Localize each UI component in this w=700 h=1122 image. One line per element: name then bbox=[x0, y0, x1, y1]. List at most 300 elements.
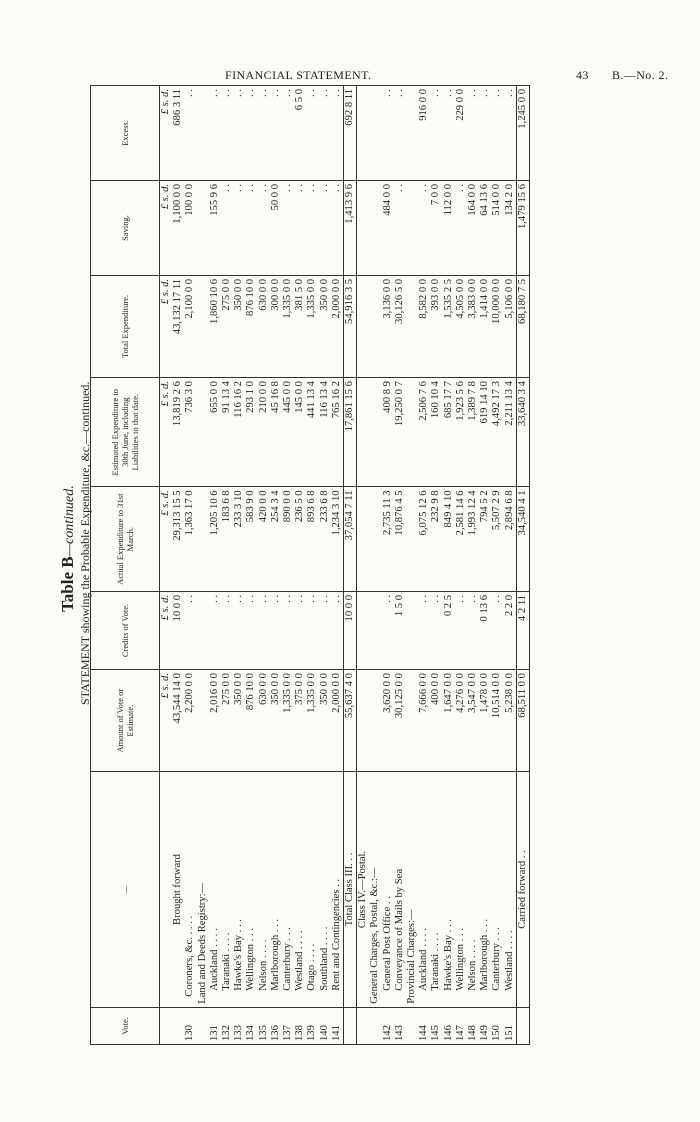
credits-cell: . . bbox=[382, 591, 394, 669]
item-label: Auckland . . . . bbox=[209, 772, 221, 1008]
table-row bbox=[294, 86, 306, 1045]
saving-cell: . . bbox=[258, 180, 270, 275]
saving-cell: 7 0 0 bbox=[430, 180, 442, 275]
expenditure-table-container bbox=[90, 85, 602, 1045]
vote-number: 140 bbox=[319, 1007, 331, 1044]
table-row bbox=[504, 86, 517, 1045]
amount-cell: 1,647 0 0 bbox=[443, 670, 455, 772]
vote-number: 147 bbox=[455, 1007, 467, 1044]
vote-number bbox=[406, 1007, 418, 1044]
excess-cell: 6 5 0 bbox=[294, 86, 306, 181]
vote-number: 141 bbox=[331, 1007, 344, 1044]
saving-cell: 112 0 0 bbox=[443, 180, 455, 275]
total-cell: 275 0 0 bbox=[221, 275, 233, 377]
estimated-cell: 17,861 15 6 bbox=[344, 378, 357, 487]
table-row bbox=[319, 86, 331, 1045]
credits-cell: 10 0 0 bbox=[344, 591, 357, 669]
total-cell: 4,505 0 0 bbox=[455, 275, 467, 377]
units-row bbox=[160, 86, 173, 1045]
vote-number: 146 bbox=[443, 1007, 455, 1044]
table-row bbox=[344, 86, 357, 1045]
saving-cell: 514 0 0 bbox=[491, 180, 503, 275]
vote-number: 145 bbox=[430, 1007, 442, 1044]
credits-cell: . . bbox=[455, 591, 467, 669]
actual-cell bbox=[369, 487, 381, 592]
col-excess: Excess. bbox=[91, 86, 160, 181]
actual-cell bbox=[406, 487, 418, 592]
item-label: Hawke's Bay . . . bbox=[443, 772, 455, 1008]
estimated-cell: 1,923 5 6 bbox=[455, 378, 467, 487]
excess-cell: . . bbox=[258, 86, 270, 181]
item-label: Class IV.—Postal. bbox=[357, 772, 370, 1008]
credits-cell: 2 2 0 bbox=[504, 591, 517, 669]
units-cell: £ s. d. bbox=[160, 180, 173, 275]
credits-cell: . . bbox=[491, 591, 503, 669]
total-cell: 8,582 0 0 bbox=[418, 275, 430, 377]
credits-cell: . . bbox=[306, 591, 318, 669]
total-cell: 393 0 0 bbox=[430, 275, 442, 377]
actual-cell: 2,581 14 6 bbox=[455, 487, 467, 592]
page-number: 43 bbox=[576, 68, 589, 82]
saving-cell: . . bbox=[319, 180, 331, 275]
saving-cell: . . bbox=[233, 180, 245, 275]
excess-cell: . . bbox=[282, 86, 294, 181]
amount-cell bbox=[197, 670, 209, 772]
col-actual: Actual Expenditure to 31st March. bbox=[91, 487, 160, 592]
table-row bbox=[455, 86, 467, 1045]
units-cell: £ s. d. bbox=[160, 591, 173, 669]
total-cell: 1,860 10 6 bbox=[209, 275, 221, 377]
table-row bbox=[282, 86, 294, 1045]
credits-cell: 4 2 11 bbox=[516, 591, 529, 669]
total-cell: 1,414 0 0 bbox=[479, 275, 491, 377]
excess-cell: . . bbox=[504, 86, 517, 181]
table-row bbox=[258, 86, 270, 1045]
actual-cell: 183 6 8 bbox=[221, 487, 233, 592]
excess-cell: . . bbox=[430, 86, 442, 181]
total-cell: 54,916 3 5 bbox=[344, 275, 357, 377]
total-cell: 5,106 0 0 bbox=[504, 275, 517, 377]
amount-cell: 5,238 0 0 bbox=[504, 670, 517, 772]
actual-cell: 6,075 12 6 bbox=[418, 487, 430, 592]
credits-cell: . . bbox=[209, 591, 221, 669]
amount-cell: 2,000 0 0 bbox=[331, 670, 344, 772]
credits-cell: . . bbox=[233, 591, 245, 669]
amount-cell: 68,511 0 0 bbox=[516, 670, 529, 772]
amount-cell: 4,276 0 0 bbox=[455, 670, 467, 772]
credits-cell: . . bbox=[331, 591, 344, 669]
estimated-cell: 445 0 0 bbox=[282, 378, 294, 487]
saving-cell bbox=[357, 180, 370, 275]
units-cell: £ s. d. bbox=[160, 487, 173, 592]
total-cell: 3,136 0 0 bbox=[382, 275, 394, 377]
estimated-cell: 4,492 17 3 bbox=[491, 378, 503, 487]
credits-cell: . . bbox=[245, 591, 257, 669]
expenditure-table bbox=[90, 85, 530, 1045]
table-row bbox=[443, 86, 455, 1045]
table-row bbox=[270, 86, 282, 1045]
vote-number: 133 bbox=[233, 1007, 245, 1044]
credits-cell: . . bbox=[430, 591, 442, 669]
excess-cell: . . bbox=[491, 86, 503, 181]
credits-cell: . . bbox=[467, 591, 479, 669]
estimated-cell: 19,250 0 7 bbox=[394, 378, 406, 487]
table-row bbox=[221, 86, 233, 1045]
estimated-cell: 13,819 2 6 bbox=[172, 378, 184, 487]
total-cell: 68,180 7 5 bbox=[516, 275, 529, 377]
total-cell: 876 10 0 bbox=[245, 275, 257, 377]
actual-cell: 1,205 10 6 bbox=[209, 487, 221, 592]
amount-cell: 10,514 0 0 bbox=[491, 670, 503, 772]
estimated-cell: 736 3 0 bbox=[184, 378, 196, 487]
vote-number bbox=[369, 1007, 381, 1044]
vote-number: 144 bbox=[418, 1007, 430, 1044]
vote-number bbox=[172, 1007, 184, 1044]
amount-cell: 375 0 0 bbox=[294, 670, 306, 772]
item-label: Auckland . . . . bbox=[418, 772, 430, 1008]
col-saving: Saving. bbox=[91, 180, 160, 275]
col-total: Total Expenditure. bbox=[91, 275, 160, 377]
amount-cell: 1,478 0 0 bbox=[479, 670, 491, 772]
estimated-cell: 765 16 2 bbox=[331, 378, 344, 487]
excess-cell: . . bbox=[394, 86, 406, 181]
credits-cell: 1 5 0 bbox=[394, 591, 406, 669]
table-row bbox=[209, 86, 221, 1045]
excess-cell: 686 3 11 bbox=[172, 86, 184, 181]
col-estimated: Estimated Expenditure to 30th June, including Liabilities to that date. bbox=[91, 378, 160, 487]
amount-cell bbox=[369, 670, 381, 772]
table-body bbox=[160, 86, 530, 1045]
item-label: Coroners, &c. . . . . bbox=[184, 772, 196, 1008]
table-subtitle: STATEMENT showing the Probable Expenditure, &c.—continued. bbox=[78, 381, 92, 705]
saving-cell bbox=[197, 180, 209, 275]
excess-cell: . . bbox=[319, 86, 331, 181]
saving-cell: 155 9 6 bbox=[209, 180, 221, 275]
excess-cell: 1,245 0 0 bbox=[516, 86, 529, 181]
item-label: Otago . . . . bbox=[306, 772, 318, 1008]
saving-cell: 64 13 6 bbox=[479, 180, 491, 275]
total-cell bbox=[197, 275, 209, 377]
amount-cell: 275 0 0 bbox=[221, 670, 233, 772]
item-label: Brought forward bbox=[172, 772, 184, 1008]
item-label: Wellington . . . bbox=[245, 772, 257, 1008]
excess-cell: . . bbox=[233, 86, 245, 181]
col-item: — bbox=[91, 772, 160, 1008]
saving-cell: . . bbox=[221, 180, 233, 275]
saving-cell: . . bbox=[331, 180, 344, 275]
estimated-cell bbox=[406, 378, 418, 487]
total-cell: 381 5 0 bbox=[294, 275, 306, 377]
vote-number: 134 bbox=[245, 1007, 257, 1044]
item-label: Westland . . . . bbox=[294, 772, 306, 1008]
amount-cell: 7,666 0 0 bbox=[418, 670, 430, 772]
table-title: Table B bbox=[58, 556, 77, 612]
table-row bbox=[479, 86, 491, 1045]
units-cell: £ s. d. bbox=[160, 670, 173, 772]
amount-cell: 350 0 0 bbox=[319, 670, 331, 772]
actual-cell: 420 0 0 bbox=[258, 487, 270, 592]
item-label: Wellington . . . bbox=[455, 772, 467, 1008]
actual-cell: 10,876 4 5 bbox=[394, 487, 406, 592]
excess-cell bbox=[357, 86, 370, 181]
table-row bbox=[184, 86, 196, 1045]
table-row bbox=[172, 86, 184, 1045]
estimated-cell: 210 0 0 bbox=[258, 378, 270, 487]
total-cell bbox=[406, 275, 418, 377]
vote-number bbox=[344, 1007, 357, 1044]
excess-cell: . . bbox=[443, 86, 455, 181]
actual-cell: 34,540 4 1 bbox=[516, 487, 529, 592]
item-label: Conveyance of Mails by Sea bbox=[394, 772, 406, 1008]
estimated-cell: 293 1 0 bbox=[245, 378, 257, 487]
running-header-title: FINANCIAL STATEMENT. bbox=[225, 68, 372, 82]
estimated-cell: 441 13 4 bbox=[306, 378, 318, 487]
table-row bbox=[197, 86, 209, 1045]
units-cell: £ s. d. bbox=[160, 275, 173, 377]
table-row bbox=[306, 86, 318, 1045]
credits-cell: . . bbox=[319, 591, 331, 669]
actual-cell: 236 5 0 bbox=[294, 487, 306, 592]
total-cell: 300 0 0 bbox=[270, 275, 282, 377]
total-cell bbox=[357, 275, 370, 377]
excess-cell: . . bbox=[184, 86, 196, 181]
amount-cell: 876 10 0 bbox=[245, 670, 257, 772]
document-reference: B.—No. 2. bbox=[612, 68, 669, 82]
vote-number bbox=[197, 1007, 209, 1044]
actual-cell: 583 9 0 bbox=[245, 487, 257, 592]
actual-cell bbox=[197, 487, 209, 592]
estimated-cell bbox=[197, 378, 209, 487]
total-cell: 43,132 17 11 bbox=[172, 275, 184, 377]
table-row bbox=[516, 86, 529, 1045]
amount-cell: 55,637 4 0 bbox=[344, 670, 357, 772]
amount-cell bbox=[357, 670, 370, 772]
credits-cell: . . bbox=[294, 591, 306, 669]
total-cell: 1,335 0 0 bbox=[306, 275, 318, 377]
actual-cell: 233 6 8 bbox=[319, 487, 331, 592]
saving-cell: . . bbox=[455, 180, 467, 275]
saving-cell: 484 0 0 bbox=[382, 180, 394, 275]
actual-cell: 1,234 3 10 bbox=[331, 487, 344, 592]
total-cell: 350 0 0 bbox=[233, 275, 245, 377]
excess-cell: . . bbox=[270, 86, 282, 181]
excess-cell: 692 8 11 bbox=[344, 86, 357, 181]
units-cell: £ s. d. bbox=[160, 378, 173, 487]
amount-cell: 1,335 0 0 bbox=[306, 670, 318, 772]
actual-cell: 890 0 0 bbox=[282, 487, 294, 592]
excess-cell: . . bbox=[306, 86, 318, 181]
amount-cell: 2,016 0 0 bbox=[209, 670, 221, 772]
total-cell: 630 0 0 bbox=[258, 275, 270, 377]
actual-cell: 893 6 8 bbox=[306, 487, 318, 592]
vote-number bbox=[516, 1007, 529, 1044]
saving-cell: . . bbox=[245, 180, 257, 275]
amount-cell: 30,125 0 0 bbox=[394, 670, 406, 772]
total-cell: 3,383 0 0 bbox=[467, 275, 479, 377]
actual-cell: 5,507 2 9 bbox=[491, 487, 503, 592]
vote-number: 148 bbox=[467, 1007, 479, 1044]
excess-cell: . . bbox=[209, 86, 221, 181]
table-row bbox=[357, 86, 370, 1045]
item-label: Nelson . . . . bbox=[258, 772, 270, 1008]
table-row bbox=[382, 86, 394, 1045]
item-label: Hawke's Bay . . . bbox=[233, 772, 245, 1008]
total-cell bbox=[369, 275, 381, 377]
estimated-cell: 2,506 7 6 bbox=[418, 378, 430, 487]
item-label: Taranaki . . . . bbox=[221, 772, 233, 1008]
total-cell: 1,335 0 0 bbox=[282, 275, 294, 377]
item-label: Westland . . . . bbox=[504, 772, 517, 1008]
excess-cell: . . bbox=[479, 86, 491, 181]
table-title-suffix: —continued. bbox=[62, 485, 77, 557]
total-cell: 350 0 0 bbox=[319, 275, 331, 377]
estimated-cell: 685 17 7 bbox=[443, 378, 455, 487]
excess-cell: 916 0 0 bbox=[418, 86, 430, 181]
item-label: Canterbury . . . bbox=[491, 772, 503, 1008]
amount-cell: 3,547 0 0 bbox=[467, 670, 479, 772]
saving-cell: 134 2 0 bbox=[504, 180, 517, 275]
vote-number: 136 bbox=[270, 1007, 282, 1044]
actual-cell: 1,993 12 4 bbox=[467, 487, 479, 592]
estimated-cell: 33,640 3 4 bbox=[516, 378, 529, 487]
actual-cell: 794 5 2 bbox=[479, 487, 491, 592]
table-row bbox=[491, 86, 503, 1045]
credits-cell: 0 13 6 bbox=[479, 591, 491, 669]
saving-cell: . . bbox=[282, 180, 294, 275]
amount-cell: 400 0 0 bbox=[430, 670, 442, 772]
excess-cell bbox=[406, 86, 418, 181]
saving-cell: . . bbox=[306, 180, 318, 275]
item-label: Marlborough . . . bbox=[270, 772, 282, 1008]
actual-cell: 849 4 10 bbox=[443, 487, 455, 592]
vote-number: 132 bbox=[221, 1007, 233, 1044]
estimated-cell: 91 13 4 bbox=[221, 378, 233, 487]
saving-cell: 164 0 0 bbox=[467, 180, 479, 275]
total-cell: 30,126 5 0 bbox=[394, 275, 406, 377]
vote-number: 151 bbox=[504, 1007, 517, 1044]
table-caption bbox=[58, 485, 78, 612]
credits-cell: 10 0 0 bbox=[172, 591, 184, 669]
estimated-cell: 116 13 4 bbox=[319, 378, 331, 487]
credits-cell: . . bbox=[184, 591, 196, 669]
total-cell: 2,100 0 0 bbox=[184, 275, 196, 377]
actual-cell: 2,735 11 3 bbox=[382, 487, 394, 592]
table-row bbox=[245, 86, 257, 1045]
actual-cell: 2,894 6 8 bbox=[504, 487, 517, 592]
estimated-cell: 145 0 0 bbox=[294, 378, 306, 487]
excess-cell: . . bbox=[467, 86, 479, 181]
vote-number: 143 bbox=[394, 1007, 406, 1044]
estimated-cell bbox=[369, 378, 381, 487]
item-label: Taranaki . . . . bbox=[430, 772, 442, 1008]
actual-cell: 1,363 17 0 bbox=[184, 487, 196, 592]
item-label: Southland . . . . bbox=[319, 772, 331, 1008]
saving-cell: 1,100 0 0 bbox=[172, 180, 184, 275]
credits-cell bbox=[369, 591, 381, 669]
excess-cell: . . bbox=[382, 86, 394, 181]
excess-cell: . . bbox=[221, 86, 233, 181]
credits-cell: . . bbox=[221, 591, 233, 669]
amount-cell: 43,544 14 0 bbox=[172, 670, 184, 772]
amount-cell: 350 0 0 bbox=[233, 670, 245, 772]
estimated-cell: 2,211 13 4 bbox=[504, 378, 517, 487]
actual-cell: 37,054 7 11 bbox=[344, 487, 357, 592]
saving-cell: 1,413 9 6 bbox=[344, 180, 357, 275]
credits-cell: 0 2 5 bbox=[443, 591, 455, 669]
table-row bbox=[394, 86, 406, 1045]
item-label: Land and Deeds Registry:— bbox=[197, 772, 209, 1008]
col-vote: Vote. bbox=[91, 1007, 160, 1044]
vote-number: 150 bbox=[491, 1007, 503, 1044]
estimated-cell: 45 16 8 bbox=[270, 378, 282, 487]
col-credits: Credits of Vote. bbox=[91, 591, 160, 669]
credits-cell: . . bbox=[258, 591, 270, 669]
total-cell: 2,000 0 0 bbox=[331, 275, 344, 377]
amount-cell: 630 0 0 bbox=[258, 670, 270, 772]
table-row bbox=[331, 86, 344, 1045]
estimated-cell: 655 0 0 bbox=[209, 378, 221, 487]
vote-number: 135 bbox=[258, 1007, 270, 1044]
table-row bbox=[467, 86, 479, 1045]
item-label: Nelson . . . . bbox=[467, 772, 479, 1008]
actual-cell: 29,313 15 5 bbox=[172, 487, 184, 592]
amount-cell: 3,620 0 0 bbox=[382, 670, 394, 772]
actual-cell bbox=[357, 487, 370, 592]
amount-cell: 1,335 0 0 bbox=[282, 670, 294, 772]
vote-number: 138 bbox=[294, 1007, 306, 1044]
item-label: Rent and Contingencies . . bbox=[331, 772, 344, 1008]
amount-cell: 350 0 0 bbox=[270, 670, 282, 772]
excess-cell: . . bbox=[331, 86, 344, 181]
amount-cell bbox=[406, 670, 418, 772]
actual-cell: 232 9 8 bbox=[430, 487, 442, 592]
vote-number: 131 bbox=[209, 1007, 221, 1044]
vote-number: 142 bbox=[382, 1007, 394, 1044]
saving-cell: . . bbox=[294, 180, 306, 275]
table-row bbox=[233, 86, 245, 1045]
table-row bbox=[369, 86, 381, 1045]
vote-number: 139 bbox=[306, 1007, 318, 1044]
credits-cell bbox=[357, 591, 370, 669]
item-label: Total Class III. . . bbox=[344, 772, 357, 1008]
saving-cell: 100 0 0 bbox=[184, 180, 196, 275]
estimated-cell: 619 14 10 bbox=[479, 378, 491, 487]
table-row bbox=[406, 86, 418, 1045]
total-cell: 1,535 2 5 bbox=[443, 275, 455, 377]
saving-cell: . . bbox=[394, 180, 406, 275]
estimated-cell: 1,389 7 8 bbox=[467, 378, 479, 487]
saving-cell: 1,479 15 6 bbox=[516, 180, 529, 275]
vote-number: 149 bbox=[479, 1007, 491, 1044]
saving-cell bbox=[369, 180, 381, 275]
units-cell: £ s. d. bbox=[160, 86, 173, 181]
item-label: General Post Office . . bbox=[382, 772, 394, 1008]
credits-cell bbox=[406, 591, 418, 669]
saving-cell: 50 0 0 bbox=[270, 180, 282, 275]
saving-cell bbox=[406, 180, 418, 275]
actual-cell: 254 3 4 bbox=[270, 487, 282, 592]
estimated-cell: 400 8 9 bbox=[382, 378, 394, 487]
credits-cell: . . bbox=[282, 591, 294, 669]
total-cell: 10,000 0 0 bbox=[491, 275, 503, 377]
excess-cell: . . bbox=[245, 86, 257, 181]
vote-number: 137 bbox=[282, 1007, 294, 1044]
item-label: General Charges, Postal, &c.:— bbox=[369, 772, 381, 1008]
item-label: Carried forward . . bbox=[516, 772, 529, 1008]
col-amount: Amount of Vote or Estimate. bbox=[91, 670, 160, 772]
item-label: Marlborough . . . bbox=[479, 772, 491, 1008]
excess-cell: 229 0 0 bbox=[455, 86, 467, 181]
